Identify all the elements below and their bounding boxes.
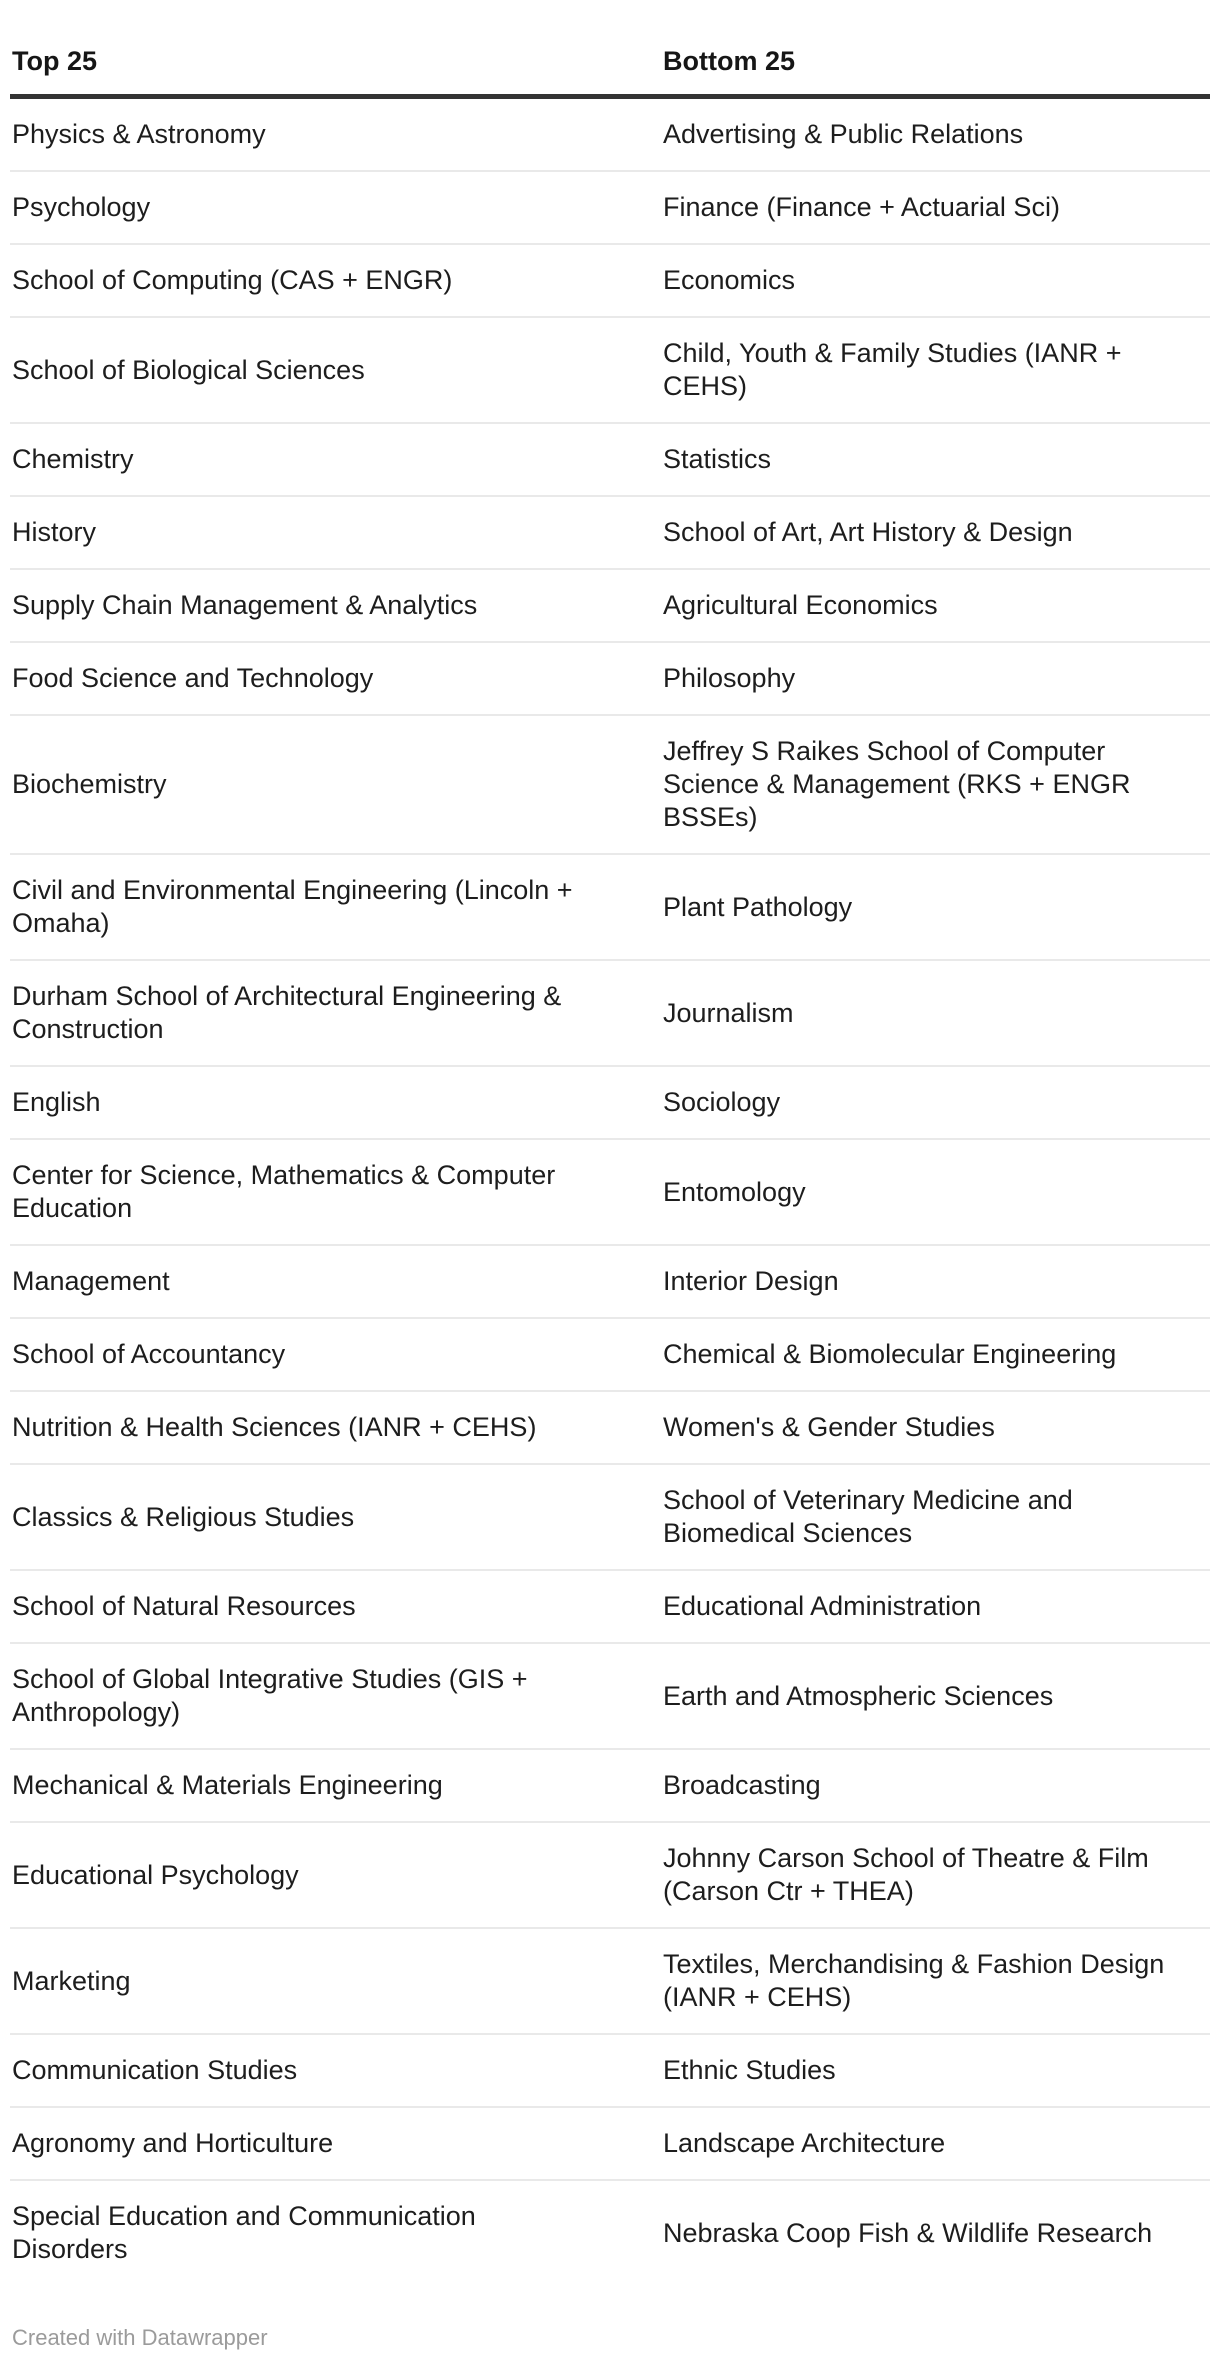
table-row	[10, 854, 1210, 960]
cell-bottom-25: Interior Design	[646, 1245, 1210, 1318]
cell-bottom-25: Johnny Carson School of Theatre & Film (Carson Ctr + THEA)	[646, 1822, 1210, 1928]
cell-top-25: English	[10, 1066, 646, 1139]
cell-top-25: School of Biological Sciences	[10, 317, 646, 423]
cell-bottom-25: Jeffrey S Raikes School of Computer Science & Management (RKS + ENGR BSSEs)	[646, 715, 1210, 854]
column-header-bottom-25: Bottom 25	[646, 0, 1210, 97]
cell-bottom-25: Textiles, Merchandising & Fashion Design (IANR + CEHS)	[646, 1928, 1210, 2034]
cell-bottom-25: Advertising & Public Relations	[663, 119, 1024, 149]
cell-bottom-25: Entomology	[646, 1139, 1210, 1245]
table-row	[10, 1318, 1210, 1391]
cell-top-25: Physics & Astronomy	[12, 119, 266, 149]
table-row	[10, 171, 1210, 244]
cell-top-25: Mechanical & Materials Engineering	[10, 1749, 646, 1822]
cell-top-25: Communication Studies	[10, 2034, 646, 2107]
table-body	[10, 97, 1210, 2286]
table-row	[10, 244, 1210, 317]
cell-top-25: Psychology	[10, 171, 646, 244]
cell-top-25: Nutrition & Health Sciences (IANR + CEHS)	[10, 1391, 646, 1464]
table-row	[10, 2034, 1210, 2107]
cell-bottom-25: Agricultural Economics	[646, 569, 1210, 642]
table-row	[10, 2107, 1210, 2180]
cell-top-25: Biochemistry	[10, 715, 646, 854]
table-row	[10, 1066, 1210, 1139]
cell-bottom-25: Broadcasting	[646, 1749, 1210, 1822]
table-row	[10, 1928, 1210, 2034]
column-header-top-25: Top 25	[10, 0, 646, 97]
cell-bottom-25: Philosophy	[646, 642, 1210, 715]
cell-bottom-25: Statistics	[646, 423, 1210, 496]
table-row	[10, 1391, 1210, 1464]
table-row	[10, 496, 1210, 569]
table-row	[10, 1570, 1210, 1643]
cell-top-25: History	[10, 496, 646, 569]
cell-top-25: School of Accountancy	[10, 1318, 646, 1391]
table-row	[10, 97, 1210, 172]
cell-top-25: Food Science and Technology	[10, 642, 646, 715]
cell-bottom-25: Women's & Gender Studies	[646, 1391, 1210, 1464]
cell-top-25: Educational Psychology	[10, 1822, 646, 1928]
cell-top-25: Special Education and Communication Disorders	[10, 2180, 646, 2285]
cell-bottom-25: Finance (Finance + Actuarial Sci)	[646, 171, 1210, 244]
cell-top-25: School of Natural Resources	[10, 1570, 646, 1643]
table-row	[10, 1643, 1210, 1749]
table-row	[10, 423, 1210, 496]
cell-top-25: School of Computing (CAS + ENGR)	[10, 244, 646, 317]
cell-top-25: Chemistry	[10, 423, 646, 496]
table-row	[10, 715, 1210, 854]
cell-top-25: Classics & Religious Studies	[10, 1464, 646, 1570]
table-row	[10, 1139, 1210, 1245]
datawrapper-credit[interactable]: Created with Datawrapper	[12, 2325, 268, 2350]
cell-top-25: Agronomy and Horticulture	[10, 2107, 646, 2180]
cell-bottom-25: Educational Administration	[646, 1570, 1210, 1643]
cell-bottom-25: Economics	[646, 244, 1210, 317]
table-header	[10, 0, 1210, 97]
cell-bottom-25: Journalism	[646, 960, 1210, 1066]
cell-bottom-25: Nebraska Coop Fish & Wildlife Research	[646, 2180, 1210, 2285]
table-row	[10, 1464, 1210, 1570]
cell-top-25: Supply Chain Management & Analytics	[10, 569, 646, 642]
table-row	[10, 569, 1210, 642]
cell-top-25: Marketing	[10, 1928, 646, 2034]
table-row	[10, 1245, 1210, 1318]
cell-bottom-25: Child, Youth & Family Studies (IANR + CEHS)	[646, 317, 1210, 423]
cell-top-25: Center for Science, Mathematics & Computer Education	[10, 1139, 646, 1245]
cell-bottom-25: Landscape Architecture	[646, 2107, 1210, 2180]
table-row	[10, 642, 1210, 715]
header-row	[10, 0, 1210, 97]
cell-bottom-25: School of Veterinary Medicine and Biomedical Sciences	[646, 1464, 1210, 1570]
rankings-table	[10, 0, 1210, 2285]
cell-bottom-25: Earth and Atmospheric Sciences	[646, 1643, 1210, 1749]
table-row	[10, 317, 1210, 423]
table-row	[10, 1749, 1210, 1822]
table-row	[10, 1822, 1210, 1928]
table-row	[10, 960, 1210, 1066]
cell-bottom-25: School of Art, Art History & Design	[646, 496, 1210, 569]
cell-top-25: School of Global Integrative Studies (GIS + Anthropology)	[10, 1643, 646, 1749]
cell-bottom-25: Chemical & Biomolecular Engineering	[646, 1318, 1210, 1391]
cell-bottom-25: Ethnic Studies	[646, 2034, 1210, 2107]
cell-top-25: Management	[10, 1245, 646, 1318]
table-row	[10, 2180, 1210, 2285]
cell-bottom-25: Plant Pathology	[646, 854, 1210, 960]
cell-top-25: Civil and Environmental Engineering (Lincoln + Omaha)	[10, 854, 646, 960]
cell-top-25: Durham School of Architectural Engineering & Construction	[10, 960, 646, 1066]
cell-bottom-25: Sociology	[646, 1066, 1210, 1139]
